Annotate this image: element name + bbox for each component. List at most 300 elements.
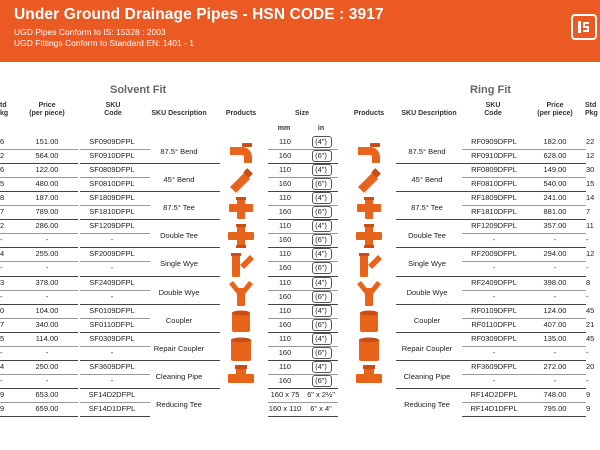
group-divider [268,276,338,277]
price-left: 653.00 [35,389,59,399]
price-right: 881.00 [543,207,567,217]
std-pkg-left: 8 [0,193,5,203]
sku-description-left: Double Tee [160,231,198,241]
size-in: 6" x 4" [310,403,332,413]
size-in: (6") [315,375,327,385]
sku-code-left: - [110,347,114,357]
size-mm: 110 [279,193,291,203]
sku-description-left: Double Wye [158,287,200,297]
std-pkg-right: 12 [586,151,595,161]
row-divider [0,191,78,192]
size-in: (4") [315,333,327,343]
row-divider [462,247,586,248]
sku-description-right: 87.5° Bend [408,147,446,157]
group-divider [268,388,338,389]
size-in: (4") [315,361,327,371]
price-right: - [553,375,557,385]
sku-code-right: RF0109DFPL [471,305,517,315]
row-divider [80,402,150,403]
ring-single-wye-icon [354,251,384,277]
size-header: Size [294,110,309,117]
price-left: 378.00 [35,277,59,287]
sku-description-left: Reducing Tee [156,399,202,409]
sku-description-header-right: SKU Description [401,110,457,117]
group-divider [150,191,220,192]
size-in-bracket [312,136,332,148]
size-mm: 160 [278,179,292,189]
size-mm: 160 x 75 [270,389,300,399]
size-in-bracket [312,347,332,359]
row-divider [80,346,150,347]
sku-code-right: RF1810DFPL [471,207,517,217]
group-divider [396,360,462,361]
row-divider [80,163,150,164]
std-pkg-left: 9 [0,389,5,399]
price-left: - [45,291,49,301]
sku-description-right: Coupler [413,315,441,325]
bend-45-icon [226,167,256,193]
size-in: (4") [315,305,327,315]
row-divider [268,402,338,403]
row-divider [462,332,586,333]
sku-code-header-left: SKU Code [104,102,122,118]
std-pkg-right: 14 [586,193,595,203]
row-divider [0,247,78,248]
sku-code-left: SF2409DFPL [89,277,135,287]
price-right: 182.00 [543,137,567,146]
std-pkg-right: 22 [586,137,595,146]
std-pkg-right: 9 [586,389,591,399]
row-divider [80,233,150,234]
price-right: 241.00 [543,193,567,203]
row-divider [0,233,78,234]
price-left: 286.00 [35,221,59,231]
price-header-left: Price (per piece) [29,102,65,118]
price-right: 407.00 [543,319,567,329]
sku-description-left: 45° Bend [163,175,195,185]
row-divider [80,374,150,375]
sku-code-right: RF2409DFPL [471,277,517,287]
std-pkg-left: 5 [0,179,5,189]
sku-code-right: RF1809DFPL [471,193,517,203]
size-in: (4") [315,165,327,175]
sku-description-left: Single Wye [160,259,198,269]
std-pkg-left: 9 [0,403,5,413]
std-pkg-left: 2 [0,151,5,161]
sku-code-right: RF3609DFPL [471,361,517,371]
sku-code-left: SF0909DFPL [89,137,135,146]
products-header-right: Products [353,110,385,117]
price-right: - [553,347,557,357]
row-divider [462,219,586,220]
group-divider [150,163,220,164]
row-divider [462,374,586,375]
sku-code-left: - [110,291,114,301]
price-left: 789.00 [35,207,59,217]
sku-code-left: SF0110DFPL [89,319,135,329]
size-in: (6") [315,179,327,189]
std-pkg-left: 4 [0,361,5,371]
row-divider [0,388,78,389]
std-pkg-left: 3 [0,277,5,287]
group-divider [268,332,338,333]
group-divider [396,163,462,164]
size-mm: 110 [279,333,291,343]
std-pkg-right: 45 [586,305,595,315]
row-divider [80,149,150,150]
row-divider [0,374,78,375]
group-divider [150,219,220,220]
mm-header: mm [277,125,291,132]
size-in: (6") [315,207,327,217]
std-pkg-left: 7 [0,319,5,329]
size-in: (6") [315,291,327,301]
row-divider [80,388,150,389]
in-header: in [317,125,325,132]
group-divider [150,304,220,305]
price-right: 124.00 [543,305,567,315]
sku-code-left: SF0910DFPL [89,151,135,161]
size-in-bracket [312,206,332,218]
group-divider [396,247,462,248]
sku-code-left: SF1809DFPL [89,193,135,203]
fitting-standard-note: UGD Fittings Conform to Standard EN: 1401 - 1 [14,38,194,48]
row-divider [462,360,586,361]
ring-fit-title: Ring Fit [470,84,511,96]
price-header-right: Price (per piece) [537,102,573,118]
price-left: - [45,375,49,385]
sku-code-header-right: SKU Code [484,102,502,118]
repair-coupler-icon [226,336,256,362]
sku-code-left: SF1209DFPL [89,221,135,231]
size-in: (4") [315,249,327,259]
row-divider [0,304,78,305]
price-left: 187.00 [35,193,59,203]
row-divider [80,261,150,262]
group-divider [396,304,462,305]
row-divider [0,163,78,164]
sku-description-left: Cleaning Pipe [155,371,203,381]
sku-code-right: RF0809DFPL [471,165,517,175]
size-in-bracket [312,319,332,331]
ring-cleaning-pipe-icon [354,364,384,390]
group-divider [268,163,338,164]
row-divider [0,276,78,277]
price-left: 340.00 [35,319,59,329]
sku-code-right: RF2009DFPL [471,249,517,259]
price-left: 104.00 [35,305,59,315]
size-in: (4") [315,277,327,287]
size-in-bracket [312,220,332,232]
price-left: - [45,347,49,357]
group-divider [268,191,338,192]
row-divider [80,219,150,220]
size-in: (4") [315,221,327,231]
ring-coupler-icon [354,308,384,334]
sku-description-right: Double Wye [406,287,448,297]
sku-code-left: SF3609DFPL [89,361,135,371]
sku-code-left: - [110,263,114,273]
sku-code-right: RF0810DFPL [471,179,517,189]
row-divider [0,402,78,403]
group-divider [268,219,338,220]
row-divider [462,191,586,192]
price-right: 398.00 [543,277,567,287]
std-pkg-right: - [586,291,589,301]
row-divider [462,290,586,291]
std-pkg-left: 4 [0,249,5,259]
size-mm: 160 x 110 [268,403,302,413]
size-mm: 110 [279,249,291,259]
group-divider [268,304,338,305]
size-mm: 110 [279,277,291,287]
sku-code-left: SF14D1DFPL [88,403,136,413]
group-divider [150,332,220,333]
double-wye-icon [226,280,256,306]
size-in-bracket [312,178,332,190]
sku-code-right: RF0110DFPL [471,319,517,329]
group-divider [150,360,220,361]
size-mm: 110 [279,361,291,371]
row-divider [462,163,586,164]
row-divider [462,261,586,262]
sku-code-left: SF2009DFPL [89,249,135,259]
price-right: - [553,263,557,273]
header-banner [0,0,600,62]
std-pkg-left: 2 [0,221,5,231]
ring-bend-icon [354,139,384,165]
ring-double-tee-icon [354,223,384,249]
std-pkg-right: 20 [586,361,595,371]
size-mm: 160 [278,207,292,217]
size-in-bracket [312,262,332,274]
sku-code-left: SF1810DFPL [89,207,135,217]
std-pkg-header-right: Std Pkg [585,102,598,118]
row-divider [0,177,78,178]
row-divider [462,205,586,206]
size-in-bracket [312,150,332,162]
size-in-bracket [312,164,332,176]
row-divider [80,318,150,319]
size-mm: 110 [279,305,291,315]
row-divider [462,177,586,178]
size-mm: 160 [278,319,292,329]
std-pkg-left: 6 [0,165,5,175]
sku-code-left: - [110,235,114,245]
sku-code-left: SF0309DFPL [89,333,135,343]
sku-code-left: SF14D2DFPL [88,389,136,399]
sku-description-left: 87.5° Bend [160,147,198,157]
price-right: 272.00 [543,361,567,371]
group-divider [150,388,220,389]
sku-description-right: 45° Bend [411,175,443,185]
row-divider [0,290,78,291]
sku-code-left: SF0810DFPL [89,179,135,189]
cleaning-pipe-icon [226,364,256,390]
std-pkg-right: - [586,347,589,357]
sku-code-right: - [492,375,496,385]
price-left: 564.00 [35,151,59,161]
row-divider [80,247,150,248]
ring-tee-icon [354,195,384,221]
sku-code-right: - [492,263,496,273]
price-left: 250.00 [35,361,59,371]
single-wye-icon [226,251,256,277]
price-right: - [553,291,557,301]
size-in-bracket [312,192,332,204]
row-divider [80,276,150,277]
std-pkg-right: 12 [586,249,595,259]
row-divider [80,332,150,333]
group-divider [396,388,462,389]
price-right: 748.00 [543,389,567,399]
row-divider [462,318,586,319]
row-divider [0,149,78,150]
size-in: (4") [315,193,327,203]
std-pkg-right: - [586,235,589,245]
size-in-bracket [312,234,332,246]
size-mm: 160 [278,347,292,357]
std-pkg-right: 9 [586,403,591,413]
pipe-standard-note: UGD Pipes Conform to IS: 15328 : 2003 [14,27,166,37]
coupler-icon [226,308,256,334]
sku-description-left: Repair Coupler [153,343,205,353]
std-pkg-left: 0 [0,305,5,315]
size-in-bracket [312,333,332,345]
std-pkg-left: - [0,263,3,273]
row-divider [80,205,150,206]
sku-description-header-left: SKU Description [151,110,207,117]
bend-icon [226,139,256,165]
std-pkg-left: 5 [0,333,5,343]
size-in-bracket [312,361,332,373]
std-pkg-right: 11 [586,221,594,231]
std-pkg-left: - [0,235,3,245]
std-pkg-right: 45 [586,333,595,343]
price-left: 114.00 [35,333,59,343]
group-divider [396,191,462,192]
size-in-bracket [312,375,332,387]
row-divider [80,416,150,417]
std-pkg-header-left: td kg [0,102,9,118]
ring-repair-coupler-icon [354,336,384,362]
price-left: 659.00 [35,403,59,413]
std-pkg-right: 15 [586,179,595,189]
size-in-bracket [312,291,332,303]
price-right: 135.00 [543,333,567,343]
size-mm: 160 [278,375,292,385]
sku-code-right: RF14D2DFPL [470,389,518,399]
sku-description-right: 87.5° Tee [411,203,443,213]
row-divider [462,416,586,417]
std-pkg-left: 7 [0,207,5,217]
std-pkg-right: - [586,375,589,385]
row-divider [0,416,78,417]
row-divider [80,290,150,291]
size-mm: 110 [279,221,291,231]
double-tee-icon [226,223,256,249]
size-mm: 160 [278,235,292,245]
size-in: (6") [315,235,327,245]
row-divider [462,149,586,150]
size-in: (4") [315,137,327,146]
sku-description-right: Double Tee [408,231,446,241]
price-right: - [553,235,557,245]
price-right: 795.00 [543,403,567,413]
std-pkg-left: 6 [0,137,5,146]
row-divider [462,402,586,403]
page-title: Under Ground Drainage Pipes - HSN CODE : 3917 [14,6,384,23]
tee-icon [226,195,256,221]
sku-code-right: RF1209DFPL [471,221,517,231]
sku-code-right: RF0309DFPL [471,333,517,343]
group-divider [396,219,462,220]
sku-description-left: Coupler [165,315,193,325]
sku-code-left: SF0109DFPL [89,305,135,315]
ring-bend-45-icon [354,167,384,193]
sku-description-left: 87.5° Tee [163,203,195,213]
sku-description-right: Repair Coupler [401,343,453,353]
row-divider [462,276,586,277]
price-right: 294.00 [543,249,567,259]
price-left: 151.00 [35,137,59,146]
row-divider [0,332,78,333]
row-divider [0,360,78,361]
sku-code-right: RF14D1DFPL [470,403,518,413]
price-right: 628.00 [543,151,567,161]
std-pkg-right: 7 [586,207,591,217]
group-divider [268,360,338,361]
sku-description-right: Cleaning Pipe [403,371,451,381]
size-mm: 110 [279,137,291,146]
sku-code-right: - [492,291,496,301]
group-divider [150,276,220,277]
price-left: 480.00 [35,179,59,189]
size-in-bracket [312,305,332,317]
row-divider [80,177,150,178]
row-divider [462,233,586,234]
row-divider [0,346,78,347]
size-mm: 160 [278,291,292,301]
row-divider [462,388,586,389]
std-pkg-left: - [0,347,3,357]
price-right: 540.00 [543,179,567,189]
sku-code-left: - [110,375,114,385]
price-right: 149.00 [543,165,567,175]
group-divider [150,247,220,248]
sku-code-right: RF0909DFPL [471,137,517,146]
size-in-bracket [312,277,332,289]
isi-mark-icon [571,14,597,40]
row-divider [462,304,586,305]
row-divider [0,219,78,220]
sku-description-right: Single Wye [408,259,446,269]
size-mm: 160 [278,151,292,161]
size-in: (6") [315,263,327,273]
price-left: 255.00 [35,249,59,259]
price-left: - [45,263,49,273]
products-header-left: Products [225,110,257,117]
size-in: (6") [315,319,327,329]
group-divider [268,247,338,248]
std-pkg-right: 30 [586,165,595,175]
size-in-bracket [312,248,332,260]
row-divider [0,261,78,262]
row-divider [80,304,150,305]
size-in: (6") [315,151,327,161]
group-divider [396,276,462,277]
group-divider [396,332,462,333]
